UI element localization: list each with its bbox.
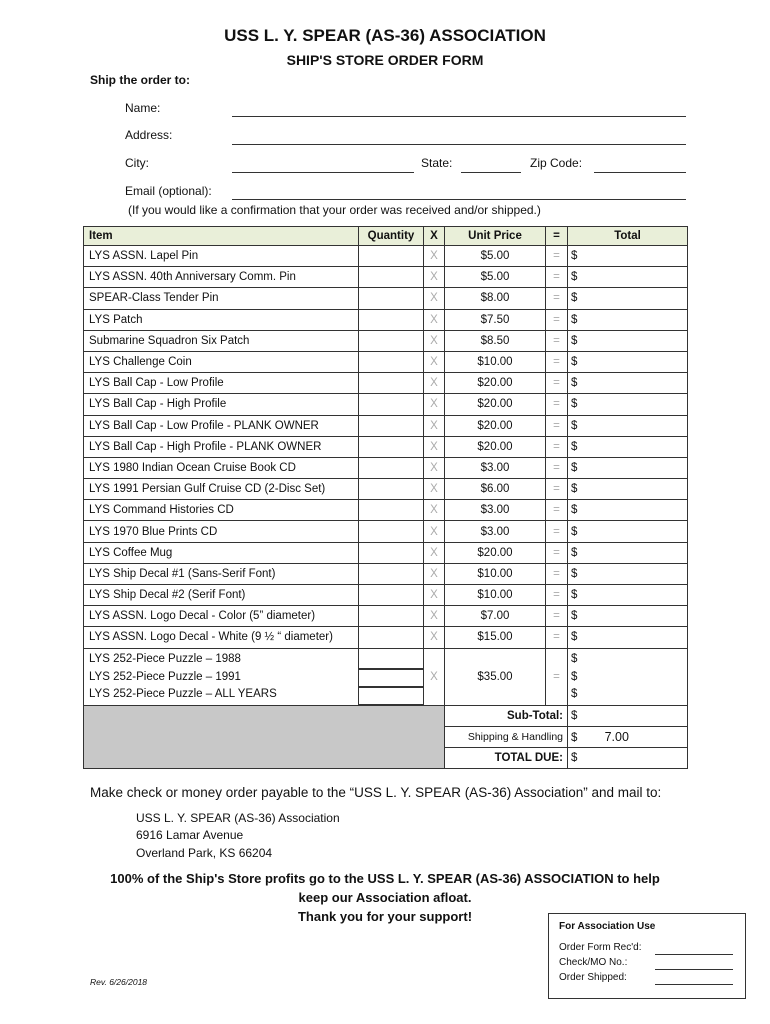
puzzle-item-1988: LYS 252-Piece Puzzle – 1988 bbox=[89, 653, 241, 666]
equals-symbol: = bbox=[546, 373, 568, 394]
equals-symbol: = bbox=[546, 563, 568, 584]
unit-price: $20.00 bbox=[445, 415, 546, 436]
unit-price: $15.00 bbox=[445, 627, 546, 648]
quantity-cell[interactable] bbox=[359, 457, 424, 478]
item-name: LYS ASSN. Logo Decal - White (9 ½ “ diameter) bbox=[84, 627, 359, 648]
table-row bbox=[84, 373, 688, 394]
item-name: LYS Ball Cap - Low Profile bbox=[84, 373, 359, 394]
equals-symbol: = bbox=[546, 606, 568, 627]
quantity-cell[interactable] bbox=[359, 521, 424, 542]
puzzle-qty-1991[interactable] bbox=[359, 669, 424, 687]
table-row bbox=[84, 563, 688, 584]
shipping-label: Shipping & Handling bbox=[445, 726, 568, 747]
table-row bbox=[84, 351, 688, 372]
equals-symbol: = bbox=[546, 309, 568, 330]
quantity-cell[interactable] bbox=[359, 585, 424, 606]
multiply-symbol: X bbox=[424, 373, 445, 394]
unit-price: $8.50 bbox=[445, 330, 546, 351]
order-shipped-field[interactable] bbox=[655, 984, 733, 985]
unit-price: $5.00 bbox=[445, 246, 546, 267]
address-field[interactable] bbox=[232, 144, 686, 145]
table-row bbox=[84, 606, 688, 627]
order-shipped-label: Order Shipped: bbox=[559, 972, 627, 983]
total-cell[interactable]: $ bbox=[568, 479, 688, 500]
unit-price: $3.00 bbox=[445, 457, 546, 478]
unit-price: $3.00 bbox=[445, 500, 546, 521]
unit-price: $10.00 bbox=[445, 563, 546, 584]
quantity-cell[interactable] bbox=[359, 351, 424, 372]
item-name: LYS Ball Cap - Low Profile - PLANK OWNER bbox=[84, 415, 359, 436]
multiply-symbol: X bbox=[424, 627, 445, 648]
multiply-symbol: X bbox=[424, 500, 445, 521]
puzzle-qty-all-years[interactable] bbox=[359, 687, 424, 705]
quantity-cell[interactable] bbox=[359, 267, 424, 288]
total-cell[interactable]: $ bbox=[568, 585, 688, 606]
quantity-cell[interactable] bbox=[359, 288, 424, 309]
equals-symbol: = bbox=[546, 394, 568, 415]
name-field[interactable] bbox=[232, 116, 686, 117]
multiply-symbol: X bbox=[424, 415, 445, 436]
table-row bbox=[84, 542, 688, 563]
quantity-cell[interactable] bbox=[359, 330, 424, 351]
zip-field[interactable] bbox=[594, 172, 686, 173]
total-due-label: TOTAL DUE: bbox=[445, 747, 568, 768]
equals-symbol: = bbox=[546, 351, 568, 372]
profit-line-3: Thank you for your support! bbox=[297, 909, 473, 924]
email-note: (If you would like a confirmation that your order was received and/or shipped.) bbox=[128, 203, 541, 217]
mail-address-line-3: Overland Park, KS 66204 bbox=[136, 846, 273, 860]
quantity-cell[interactable] bbox=[359, 415, 424, 436]
unit-price: $10.00 bbox=[445, 351, 546, 372]
item-name: LYS Ball Cap - High Profile - PLANK OWNER bbox=[84, 436, 359, 457]
table-row bbox=[84, 521, 688, 542]
quantity-cell[interactable] bbox=[359, 394, 424, 415]
profit-line-2: keep our Association afloat. bbox=[298, 890, 472, 905]
header-total: Total bbox=[568, 227, 688, 246]
unit-price: $7.50 bbox=[445, 309, 546, 330]
equals-symbol: = bbox=[546, 246, 568, 267]
shaded-area bbox=[84, 705, 445, 769]
unit-price: $6.00 bbox=[445, 479, 546, 500]
item-name: LYS 1991 Persian Gulf Cruise CD (2-Disc Set) bbox=[84, 479, 359, 500]
association-use-heading: For Association Use bbox=[559, 921, 656, 932]
unit-price: $3.00 bbox=[445, 521, 546, 542]
association-use-box bbox=[548, 913, 746, 999]
unit-price: $8.00 bbox=[445, 288, 546, 309]
total-cell[interactable]: $ bbox=[568, 606, 688, 627]
table-row bbox=[84, 436, 688, 457]
form-title: USS L. Y. SPEAR (AS-36) ASSOCIATION bbox=[224, 26, 546, 45]
total-cell[interactable]: $ bbox=[568, 415, 688, 436]
order-received-field[interactable] bbox=[655, 954, 733, 955]
total-cell[interactable]: $ bbox=[568, 627, 688, 648]
order-received-label: Order Form Rec'd: bbox=[559, 942, 642, 953]
email-field[interactable] bbox=[232, 199, 686, 200]
table-row bbox=[84, 585, 688, 606]
quantity-cell[interactable] bbox=[359, 500, 424, 521]
unit-price: $20.00 bbox=[445, 373, 546, 394]
revision-date: Rev. 6/26/2018 bbox=[90, 977, 148, 987]
total-cell[interactable]: $ bbox=[568, 288, 688, 309]
shipping-value: 7.00 bbox=[604, 729, 629, 744]
equals-symbol: = bbox=[546, 627, 568, 648]
total-cell[interactable]: $ bbox=[568, 267, 688, 288]
total-cell[interactable]: $ bbox=[568, 351, 688, 372]
total-cell[interactable]: $ bbox=[568, 373, 688, 394]
table-header-row bbox=[84, 227, 688, 246]
puzzle-qty-1988[interactable] bbox=[359, 652, 424, 669]
subtotal-value[interactable]: $ bbox=[568, 705, 688, 726]
header-equals: = bbox=[546, 227, 568, 246]
check-no-field[interactable] bbox=[655, 969, 733, 970]
equals-symbol: = bbox=[546, 415, 568, 436]
unit-price: $20.00 bbox=[445, 542, 546, 563]
city-field[interactable] bbox=[232, 172, 414, 173]
equals-symbol: = bbox=[546, 436, 568, 457]
quantity-cell[interactable] bbox=[359, 563, 424, 584]
multiply-symbol: X bbox=[424, 606, 445, 627]
item-name: LYS Patch bbox=[84, 309, 359, 330]
total-cell[interactable]: $ bbox=[568, 500, 688, 521]
multiply-symbol: X bbox=[424, 585, 445, 606]
address-label: Address: bbox=[125, 128, 173, 142]
puzzle-row bbox=[84, 648, 688, 705]
multiply-symbol: X bbox=[424, 436, 445, 457]
name-label: Name: bbox=[125, 101, 161, 115]
item-name: LYS Ball Cap - High Profile bbox=[84, 394, 359, 415]
equals-symbol: = bbox=[546, 521, 568, 542]
city-label: City: bbox=[125, 156, 149, 170]
table-row bbox=[84, 415, 688, 436]
table-row bbox=[84, 288, 688, 309]
mail-instruction: Make check or money order payable to the “USS L. Y. SPEAR (AS-36) Association” and mail to: bbox=[90, 785, 662, 800]
state-label: State: bbox=[421, 156, 453, 170]
item-name: LYS Ship Decal #2 (Serif Font) bbox=[84, 585, 359, 606]
shipping-cell bbox=[568, 726, 688, 747]
multiply-symbol: X bbox=[424, 542, 445, 563]
equals-symbol: = bbox=[546, 288, 568, 309]
multiply-symbol: X bbox=[424, 563, 445, 584]
item-name: LYS ASSN. Lapel Pin bbox=[84, 246, 359, 267]
item-name: Submarine Squadron Six Patch bbox=[84, 330, 359, 351]
item-name: LYS Command Histories CD bbox=[84, 500, 359, 521]
item-name: LYS 1970 Blue Prints CD bbox=[84, 521, 359, 542]
puzzle-equals: = bbox=[546, 648, 568, 705]
puzzle-total-1988[interactable]: $ bbox=[571, 653, 578, 666]
puzzle-x: X bbox=[424, 648, 445, 705]
unit-price: $10.00 bbox=[445, 585, 546, 606]
quantity-cell[interactable] bbox=[359, 309, 424, 330]
header-x: X bbox=[424, 227, 445, 246]
table-row bbox=[84, 246, 688, 267]
total-cell[interactable]: $ bbox=[568, 542, 688, 563]
state-field[interactable] bbox=[461, 172, 521, 173]
unit-price: $20.00 bbox=[445, 436, 546, 457]
equals-symbol: = bbox=[546, 585, 568, 606]
multiply-symbol: X bbox=[424, 330, 445, 351]
item-name: LYS Ship Decal #1 (Sans-Serif Font) bbox=[84, 563, 359, 584]
multiply-symbol: X bbox=[424, 288, 445, 309]
equals-symbol: = bbox=[546, 267, 568, 288]
equals-symbol: = bbox=[546, 457, 568, 478]
form-subtitle: SHIP'S STORE ORDER FORM bbox=[286, 52, 484, 68]
item-name: LYS ASSN. 40th Anniversary Comm. Pin bbox=[84, 267, 359, 288]
profit-line-1: 100% of the Ship's Store profits go to the USS L. Y. SPEAR (AS-36) ASSOCIATION to help bbox=[110, 871, 660, 886]
shipping-currency: $ bbox=[571, 731, 578, 744]
multiply-symbol: X bbox=[424, 394, 445, 415]
total-due-value[interactable]: $ bbox=[568, 747, 688, 768]
zip-label: Zip Code: bbox=[530, 156, 583, 170]
table-row bbox=[84, 457, 688, 478]
puzzle-item-all-years: LYS 252-Piece Puzzle – ALL YEARS bbox=[89, 688, 277, 701]
table-row bbox=[84, 330, 688, 351]
item-name: LYS Challenge Coin bbox=[84, 351, 359, 372]
equals-symbol: = bbox=[546, 479, 568, 500]
multiply-symbol: X bbox=[424, 457, 445, 478]
table-row bbox=[84, 500, 688, 521]
table-row bbox=[84, 394, 688, 415]
multiply-symbol: X bbox=[424, 246, 445, 267]
order-table bbox=[83, 226, 688, 769]
mail-address-line-1: USS L. Y. SPEAR (AS-36) Association bbox=[136, 811, 340, 825]
item-name: LYS ASSN. Logo Decal - Color (5” diameter) bbox=[84, 606, 359, 627]
equals-symbol: = bbox=[546, 500, 568, 521]
header-item: Item bbox=[84, 227, 359, 246]
equals-symbol: = bbox=[546, 330, 568, 351]
item-name: SPEAR-Class Tender Pin bbox=[84, 288, 359, 309]
puzzle-item-1991: LYS 252-Piece Puzzle – 1991 bbox=[89, 670, 241, 683]
multiply-symbol: X bbox=[424, 351, 445, 372]
unit-price: $7.00 bbox=[445, 606, 546, 627]
quantity-cell[interactable] bbox=[359, 542, 424, 563]
table-row bbox=[84, 627, 688, 648]
multiply-symbol: X bbox=[424, 521, 445, 542]
quantity-cell[interactable] bbox=[359, 373, 424, 394]
unit-price: $20.00 bbox=[445, 394, 546, 415]
quantity-cell[interactable] bbox=[359, 627, 424, 648]
unit-price: $5.00 bbox=[445, 267, 546, 288]
header-unit-price: Unit Price bbox=[445, 227, 546, 246]
email-label: Email (optional): bbox=[125, 184, 212, 198]
table-row bbox=[84, 267, 688, 288]
total-cell[interactable]: $ bbox=[568, 563, 688, 584]
subtotal-label: Sub-Total: bbox=[445, 705, 568, 726]
multiply-symbol: X bbox=[424, 479, 445, 500]
total-cell[interactable]: $ bbox=[568, 394, 688, 415]
check-no-label: Check/MO No.: bbox=[559, 957, 628, 968]
quantity-cell[interactable] bbox=[359, 479, 424, 500]
quantity-cell[interactable] bbox=[359, 246, 424, 267]
total-cell[interactable]: $ bbox=[568, 436, 688, 457]
multiply-symbol: X bbox=[424, 267, 445, 288]
total-cell[interactable]: $ bbox=[568, 330, 688, 351]
puzzle-price: $35.00 bbox=[445, 648, 546, 705]
total-cell[interactable]: $ bbox=[568, 309, 688, 330]
total-cell[interactable]: $ bbox=[568, 246, 688, 267]
mail-address-line-2: 6916 Lamar Avenue bbox=[136, 828, 244, 842]
multiply-symbol: X bbox=[424, 309, 445, 330]
ship-to-heading: Ship the order to: bbox=[90, 73, 190, 87]
quantity-cell[interactable] bbox=[359, 606, 424, 627]
puzzle-total-all-years[interactable]: $ bbox=[571, 688, 578, 701]
table-row bbox=[84, 309, 688, 330]
puzzle-total-1991[interactable]: $ bbox=[571, 670, 578, 683]
table-row bbox=[84, 479, 688, 500]
total-cell[interactable]: $ bbox=[568, 457, 688, 478]
item-name: LYS Coffee Mug bbox=[84, 542, 359, 563]
header-quantity: Quantity bbox=[359, 227, 424, 246]
quantity-cell[interactable] bbox=[359, 436, 424, 457]
total-cell[interactable]: $ bbox=[568, 521, 688, 542]
equals-symbol: = bbox=[546, 542, 568, 563]
item-name: LYS 1980 Indian Ocean Cruise Book CD bbox=[84, 457, 359, 478]
